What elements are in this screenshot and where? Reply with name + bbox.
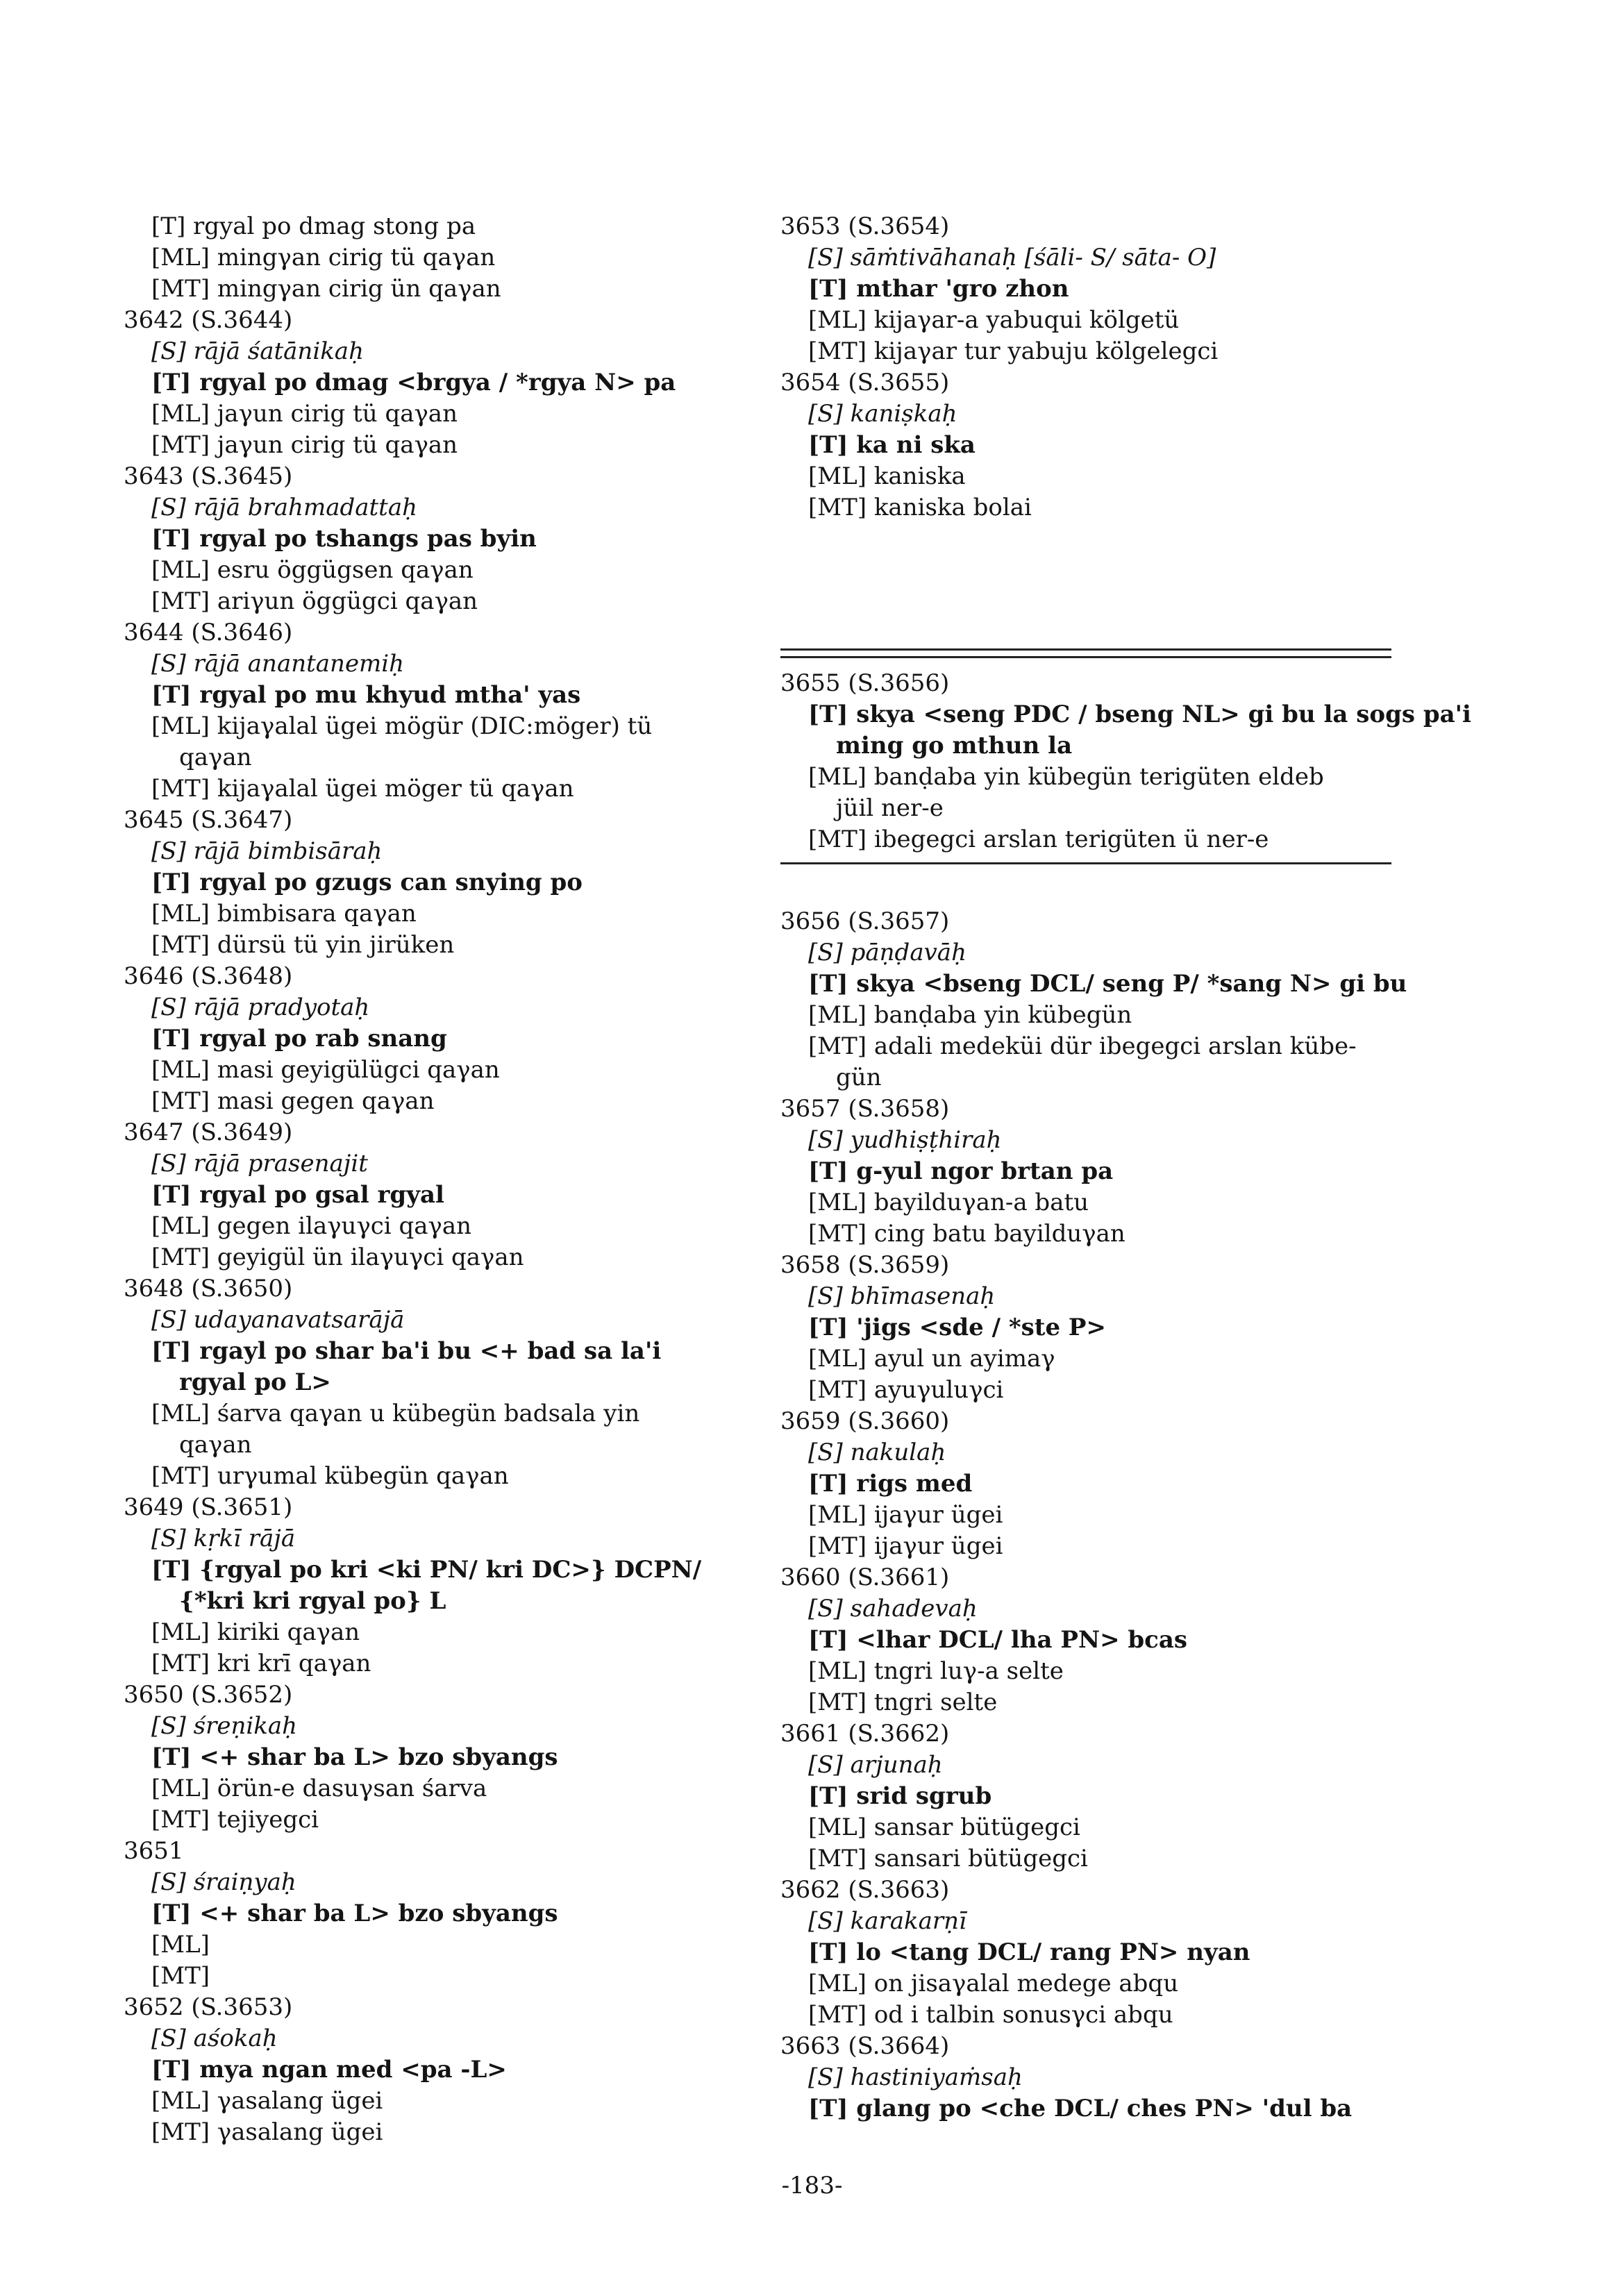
entry-line: [MT] adali medeküi dür ibegegci arslan kübe- [808,1032,1357,1060]
entry-number: 3648 (S.3650) [124,1275,293,1302]
entry-line: [T] rgyal po mu khyud mtha' yas [151,681,581,709]
entry-line: [S] karakarṇī [808,1907,966,1935]
page-number: -183- [781,2172,843,2199]
entry-line: [T] g-yul ngor brtan pa [808,1157,1114,1185]
entry-line: [T] 'jigs <sde / *ste P> [808,1314,1106,1341]
entry-line: [S] udayanavatsarājā [151,1306,405,1334]
entry-line: [T] skya <seng PDC / bseng NL> gi bu la sogs pa'i [808,701,1471,728]
entry-line: [ML] on jisaγalal medege abqu [808,1970,1179,1997]
entry-line: [MT] mingγan cirig ün qaγan [151,275,501,303]
entry-line: [ML] gegen ilaγuγci qaγan [151,1212,472,1240]
entry-line: [ML] esru öggügsen qaγan [151,556,474,584]
entry-number: 3662 (S.3663) [780,1876,950,1904]
entry-number: 3657 (S.3658) [780,1095,950,1123]
entry-number: 3650 (S.3652) [124,1681,293,1709]
entry-line: [S] yudhiṣṭhiraḥ [808,1126,1002,1154]
entry-line: rgyal po L> [179,1368,331,1396]
entry-line: [S] sāṁtivāhanaḥ [śāli- S/ sāta- O] [808,244,1216,271]
entry-line: [S] pāṇḍavāḥ [808,939,966,966]
entry-line: [ML] ijaγur ügei [808,1501,1003,1529]
entry-line: [T] srid sgrub [808,1782,992,1810]
entry-line: [ML] [151,1931,210,1959]
entry-line: [MT] urγumal kübegün qaγan [151,1462,509,1490]
entry-line: ming go mthun la [836,732,1073,760]
entry-line: [ML] kaniska [808,462,966,490]
entry-line: [T] {rgyal po kri <ki PN/ kri DC>} DCPN/ [151,1556,702,1584]
entry-line: [T] ka ni ska [808,431,976,459]
entry-line: [MT] geyigül ün ilaγuγci qaγan [151,1243,524,1271]
entry-number: 3642 (S.3644) [124,306,293,334]
entry-line: [T] lo <tang DCL/ rang PN> nyan [808,1938,1250,1966]
entry-line: gün [836,1064,882,1091]
entry-line: [S] bhīmasenaḥ [808,1282,996,1310]
entry-number: 3656 (S.3657) [780,907,950,935]
entry-line: [T] rgyal po dmag stong pa [151,212,476,240]
entry-number: 3655 (S.3656) [780,669,950,697]
entry-line: [ML] banḍaba yin kübegün terigüten eldeb [808,763,1324,791]
entry-line: qaγan [179,744,252,771]
entry-number: 3644 (S.3646) [124,619,293,646]
entry-line: [S] arjunaḥ [808,1751,943,1779]
entry-line: [ML] kijaγalal ügei mögür (DIC:möger) tü [151,712,653,740]
entry-number: 3660 (S.3661) [780,1564,950,1591]
entry-number: 3661 (S.3662) [780,1720,950,1748]
entry-line: [ML] banḍaba yin kübegün [808,1001,1132,1029]
entry-line: [ML] bimbisara qaγan [151,900,417,928]
entry-line: [ML] tngri luγ-a selte [808,1657,1064,1685]
entry-line: [ML] kijaγar-a yabuqui kölgetü [808,306,1180,334]
entry-line: [T] mya ngan med <pa -L> [151,2056,507,2084]
entry-line: [S] sahadevaḥ [808,1595,978,1623]
right-column-bottom [780,906,1409,2125]
entry-line: [S] nakulaḥ [808,1439,946,1466]
entry-line: [S] rājā bimbisāraḥ [151,837,383,865]
entry-line: [T] mthar 'gro zhon [808,275,1069,303]
entry-number: 3646 (S.3648) [124,962,293,990]
entry-line: [MT] kijaγar tur yabuju kölgelegci [808,337,1219,365]
entry-line: [T] <+ shar ba L> bzo sbyangs [151,1743,558,1771]
entry-line: [ML] bayilduγan-a batu [808,1189,1089,1216]
entry-line: [S] rājā śatānikaḥ [151,337,364,365]
entry-line: [T] skya <bseng DCL/ seng P/ *sang N> gi bu [808,970,1407,998]
entry-line: [MT] tngri selte [808,1689,998,1716]
entry-line: [MT] kijaγalal ügei möger tü qaγan [151,775,574,803]
entry-line: [S] rājā anantanemiḥ [151,650,405,678]
entry-line: [ML] masi geyigülügci qaγan [151,1056,500,1084]
entry-line: [MT] kri krī qaγan [151,1650,371,1677]
entry-line: [MT] kaniska bolai [808,494,1032,521]
entry-line: [MT] ibegegci arslan terigüten ü ner-e [808,826,1269,853]
entry-line: [S] hastiniyaṁsaḥ [808,2063,1023,2091]
entry-line: [MT] γasalang ügei [151,2118,383,2146]
entry-line: [S] rājā pradyotaḥ [151,994,370,1021]
entry-number: 3652 (S.3653) [124,1993,293,2021]
entry-line: [MT] [151,1962,210,1990]
entry-line: [S] kaniṣkaḥ [808,400,957,428]
entry-line: [T] rgyal po tshangs pas byin [151,525,537,553]
entry-line: [S] aśokaḥ [151,2025,278,2052]
entry-number: 3653 (S.3654) [780,212,950,240]
entry-line: [ML] kiriki qaγan [151,1618,360,1646]
entry-number: 3663 (S.3664) [780,2032,950,2060]
entry-line: [ML] sansar bütügegci [808,1813,1080,1841]
entry-line: {*kri kri rgyal po} L [179,1587,446,1615]
entry-line: [MT] od i talbin sonusγci abqu [808,2001,1173,2029]
entry-line: [T] rgyal po dmag <brgya / *rgya N> pa [151,369,676,396]
entry-number: 3649 (S.3651) [124,1493,293,1521]
entry-line: [MT] jaγun cirig tü qaγan [151,431,458,459]
entry-line: [MT] ijaγur ügei [808,1532,1003,1560]
entry-line: [T] rigs med [808,1470,973,1498]
entry-line: [S] rājā prasenajit [151,1150,368,1178]
entry-line: [S] śraiṇyaḥ [151,1868,296,1896]
single-rule-divider [780,862,1391,864]
entry-number: 3654 (S.3655) [780,369,950,396]
gap [780,523,1409,642]
entry-line: [T] <lhar DCL/ lha PN> bcas [808,1626,1188,1654]
entry-line: jüil ner-e [836,794,944,822]
entry-number: 3659 (S.3660) [780,1407,950,1435]
entry-line: [T] rgyal po gzugs can snying po [151,869,583,896]
entry-line: [MT] tejiyegci [151,1806,319,1834]
entry-line: [ML] γasalang ügei [151,2087,383,2115]
entry-number: 3658 (S.3659) [780,1251,950,1279]
right-column-mid [780,668,1471,855]
entry-line: [S] rājā brahmadattaḥ [151,494,417,521]
entry-line: [T] rgayl po shar ba'i bu <+ bad sa la'i [151,1337,662,1365]
entry-line: [ML] jaγun cirig tü qaγan [151,400,458,428]
entry-number: 3647 (S.3649) [124,1118,293,1146]
entry-line: [T] rgyal po gsal rgyal [151,1181,444,1209]
entry-line: [T] <+ shar ba L> bzo sbyangs [151,1900,558,1927]
entry-line: [MT] dürsü tü yin jirüken [151,931,455,959]
left-column [124,211,748,2148]
entry-line: [T] rgyal po rab snang [151,1025,447,1053]
entry-line: [MT] masi gegen qaγan [151,1087,435,1115]
entry-number: 3651 [124,1837,184,1865]
entry-line: [T] glang po <che DCL/ ches PN> 'dul ba [808,2095,1353,2122]
right-column [780,211,1471,2125]
entry-number: 3645 (S.3647) [124,806,293,834]
entry-line: [S] śreṇikaḥ [151,1712,297,1740]
entry-line: [MT] sansari bütügegci [808,1845,1088,1872]
entry-line: [ML] mingγan cirig tü qaγan [151,244,496,271]
entry-line: [ML] śarva qaγan u kübegün badsala yin [151,1400,640,1427]
entry-line: [ML] ayul un ayimaγ [808,1345,1055,1373]
entry-line: [MT] cing batu bayilduγan [808,1220,1125,1248]
entry-line: [MT] ariγun öggügci qaγan [151,587,478,615]
right-column-top [780,211,1409,523]
entry-line: [ML] örün-e dasuγsan śarva [151,1775,487,1802]
entry-number: 3643 (S.3645) [124,462,293,490]
double-rule-divider [780,648,1391,658]
entry-line: qaγan [179,1431,252,1459]
entry-line: [S] kṛkī rājā [151,1525,296,1552]
entry-line: [MT] ayuγuluγci [808,1376,1004,1404]
